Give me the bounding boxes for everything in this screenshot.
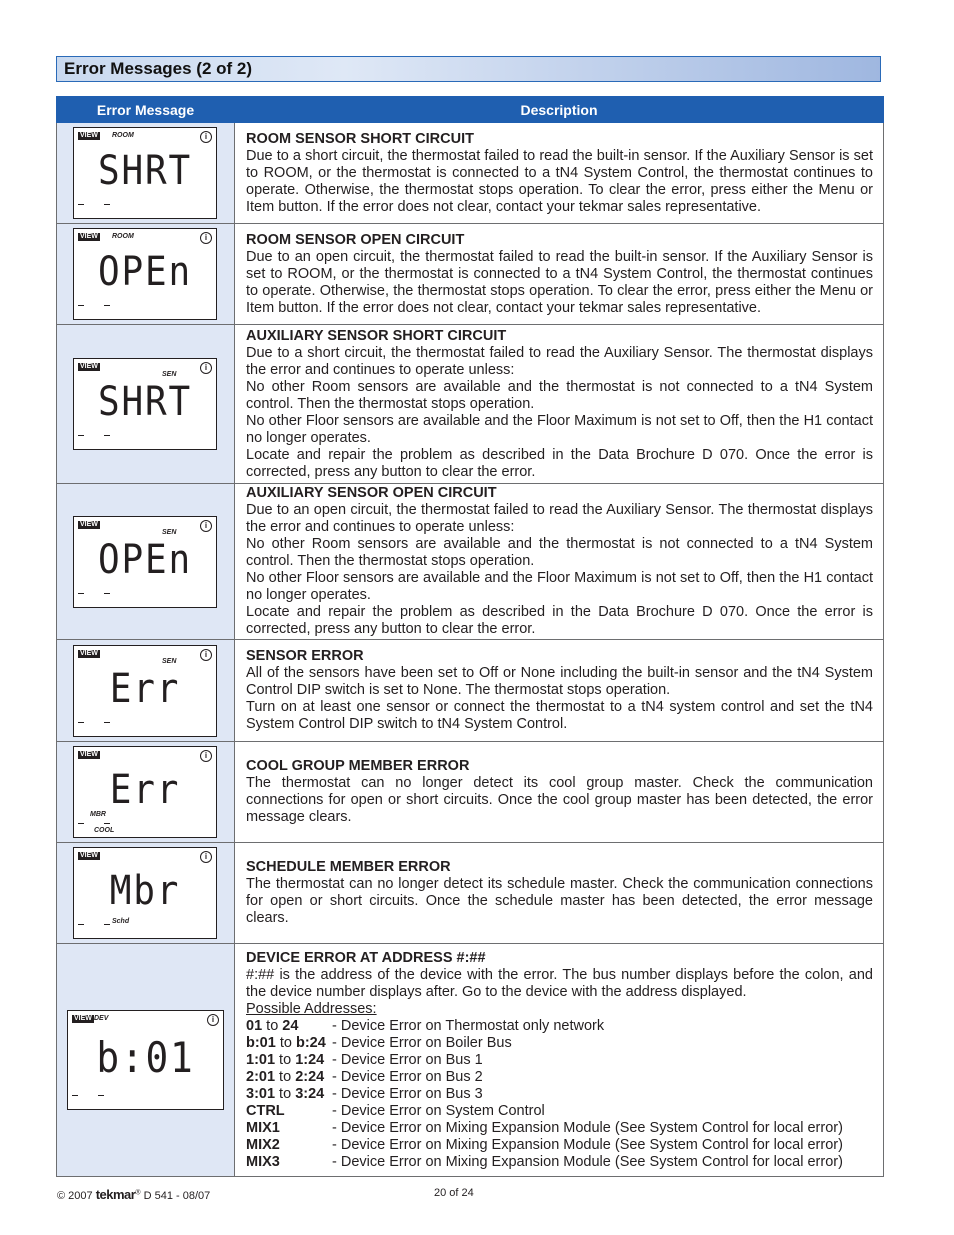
lcd-code: Mbr	[109, 868, 181, 914]
address-row	[246, 1103, 873, 1120]
lcd-segment	[104, 593, 110, 594]
error-messages-table	[56, 96, 884, 1177]
lcd-segment	[104, 435, 110, 436]
lcd-indicator-secondary: COOL	[94, 827, 115, 834]
info-icon: i	[200, 649, 212, 661]
address-to: to	[275, 1034, 296, 1051]
address-row	[246, 1086, 873, 1103]
lcd-code: SHRT	[98, 379, 192, 425]
info-icon: i	[200, 131, 212, 143]
address-end: 24	[282, 1017, 299, 1034]
lcd-segment	[104, 722, 110, 723]
error-title: AUXILIARY SENSOR OPEN CIRCUIT	[246, 485, 497, 501]
lcd-cell	[57, 843, 235, 944]
lcd-segment	[104, 305, 110, 306]
lcd-indicator: SEN	[162, 528, 177, 536]
description-cell	[235, 843, 884, 944]
address-description: - Device Error on Thermostat only network	[332, 1017, 605, 1034]
address-description: - Device Error on System Control	[332, 1102, 545, 1119]
description-cell	[235, 484, 884, 640]
address-description: - Device Error on Mixing Expansion Module (See System Control for local error)	[332, 1136, 843, 1153]
description-text: Due to an open circuit, the thermostat failed to read the Auxiliary Sensor. The thermostat displays the error and continues to operate unless:	[246, 502, 873, 535]
address-description: - Device Error on Boiler Bus	[332, 1034, 512, 1051]
description-text: No other Room sensors are available and the thermostat is not connected to a tN4 System control. Then the thermostat stops operation.	[246, 536, 873, 569]
description-text: Due to an open circuit, the thermostat failed to read the built-in sensor. If the Auxiliary Sensor is set to ROOM, or the thermostat is connected to a tN4 System Control, the thermostat continues to operate. Otherwise, the thermostat stops operation. To clear the error, press either the Menu or Item button. If the error does not clear, contact your tekmar sales representative.	[246, 248, 873, 316]
view-indicator: VIEW	[80, 751, 98, 758]
address-start: 2:01	[246, 1068, 276, 1085]
address-end: 3:24	[295, 1085, 325, 1102]
info-icon: i	[200, 232, 212, 244]
lcd-segment	[78, 593, 84, 594]
info-icon: i	[207, 1014, 219, 1026]
error-title: SENSOR ERROR	[246, 648, 364, 664]
lcd-indicator: DEV	[94, 1015, 109, 1022]
lcd-indicator: ROOM	[112, 132, 134, 139]
info-icon: i	[200, 520, 212, 532]
lcd-cell	[57, 640, 235, 742]
address-range	[246, 1120, 332, 1137]
view-indicator: VIEW	[80, 132, 98, 139]
info-icon: i	[200, 851, 212, 863]
lcd-display	[73, 847, 217, 939]
lcd-code: Err	[109, 767, 181, 813]
address-description: - Device Error on Bus 1	[332, 1051, 483, 1068]
address-row	[246, 1018, 873, 1035]
address-start: MIX3	[246, 1153, 280, 1170]
possible-addresses-label: Possible Addresses:	[246, 1000, 377, 1017]
lcd-display	[73, 746, 217, 838]
view-indicator: VIEW	[80, 233, 98, 240]
lcd-segment	[72, 1095, 78, 1096]
table-row	[57, 944, 884, 1177]
lcd-segment	[78, 722, 84, 723]
lcd-display	[73, 127, 217, 219]
address-range	[246, 1052, 332, 1069]
lcd-cell	[57, 484, 235, 640]
address-end: b:24	[295, 1034, 326, 1051]
description-text: Locate and repair the problem as described in the Data Brochure D 070. Once the error is corrected, press any button to clear the error.	[246, 446, 873, 480]
description-cell	[235, 123, 884, 224]
lcd-display	[67, 1010, 224, 1110]
lcd-display	[73, 358, 217, 450]
lcd-indicator: SEN	[162, 657, 177, 665]
lcd-cell	[57, 742, 235, 843]
address-start: 3:01	[246, 1085, 276, 1102]
error-title: AUXILIARY SENSOR SHORT CIRCUIT	[246, 327, 507, 344]
description-text: Locate and repair the problem as described in the Data Brochure D 070. Once the error is corrected, press any button to clear the error.	[246, 604, 873, 637]
table-row	[57, 123, 884, 224]
description-text: No other Room sensors are available and the thermostat is not connected to a tN4 System control. Then the thermostat stops operation.	[246, 378, 873, 412]
address-end: 2:24	[295, 1068, 325, 1085]
address-range	[246, 1018, 332, 1035]
lcd-display	[73, 645, 217, 737]
lcd-segment	[78, 305, 84, 306]
lcd-indicator: SEN	[162, 371, 177, 378]
address-to: to	[275, 1051, 296, 1068]
address-start: b:01	[246, 1034, 276, 1051]
description-text: The thermostat can no longer detect its schedule master. Check the communication connections for open or short circuits. Once the schedule master has been detected, the error message clears.	[246, 876, 873, 926]
table-row	[57, 484, 884, 640]
lcd-segment	[78, 823, 84, 824]
view-indicator: VIEW	[80, 649, 98, 657]
lcd-cell	[57, 944, 235, 1177]
description-cell	[235, 640, 884, 742]
lcd-code: Err	[109, 665, 181, 712]
address-row	[246, 1154, 873, 1171]
address-start: 1:01	[246, 1051, 276, 1068]
address-range	[246, 1069, 332, 1086]
address-start: 01	[246, 1017, 263, 1034]
view-indicator: VIEW	[74, 1015, 92, 1022]
page-number: 20 of 24	[434, 1187, 474, 1199]
description-cell	[235, 224, 884, 325]
registered-mark: ®	[135, 1189, 141, 1197]
brand-logo: tekmar	[95, 1187, 136, 1202]
address-to: to	[262, 1017, 283, 1034]
lcd-display	[73, 516, 217, 608]
footer-left	[57, 1187, 210, 1202]
address-range	[246, 1154, 332, 1171]
error-title: DEVICE ERROR AT ADDRESS #:##	[246, 949, 486, 966]
lcd-code: SHRT	[98, 148, 192, 194]
address-row	[246, 1035, 873, 1052]
error-title: ROOM SENSOR SHORT CIRCUIT	[246, 130, 474, 147]
info-icon: i	[200, 750, 212, 762]
description-text: No other Floor sensors are available and the Floor Maximum is not set to Off, then the H1 contact no longer operates.	[246, 570, 873, 603]
address-description: - Device Error on Bus 3	[332, 1085, 483, 1102]
lcd-cell	[57, 224, 235, 325]
description-cell	[235, 742, 884, 843]
description-text: Due to a short circuit, the thermostat failed to read the Auxiliary Sensor. The thermostat displays the error and continues to operate unless:	[246, 344, 873, 378]
error-title: SCHEDULE MEMBER ERROR	[246, 859, 451, 875]
address-range	[246, 1035, 332, 1052]
lcd-code: b:01	[96, 1033, 195, 1082]
lcd-cell	[57, 325, 235, 484]
error-title: ROOM SENSOR OPEN CIRCUIT	[246, 231, 465, 248]
table-row	[57, 742, 884, 843]
address-row	[246, 1120, 873, 1137]
address-range	[246, 1103, 332, 1120]
description-text: The thermostat can no longer detect its cool group master. Check the communication connections for open or short circuits. Once the cool group master has been detected, the error message clears.	[246, 775, 873, 825]
description-text: Due to a short circuit, the thermostat failed to read the built-in sensor. If the Auxiliary Sensor is set to ROOM, or the thermostat is connected to a tN4 System Control, the thermostat continues to operate. Otherwise, the thermostat stops operation. To clear the error, press either the Menu or Item button. If the error does not clear, contact your tekmar sales representative.	[246, 147, 873, 215]
address-to: to	[275, 1085, 296, 1102]
address-row	[246, 1069, 873, 1086]
address-range	[246, 1137, 332, 1154]
lcd-segment	[78, 204, 84, 205]
lcd-code: OPEn	[98, 249, 192, 295]
address-to: to	[275, 1068, 296, 1085]
view-indicator: VIEW	[80, 520, 98, 528]
address-description: - Device Error on Mixing Expansion Module (See System Control for local error)	[332, 1119, 843, 1136]
document-number: D 541 - 08/07	[143, 1190, 211, 1202]
lcd-segment	[98, 1095, 104, 1096]
lcd-segment	[104, 823, 110, 824]
section-title: Error Messages (2 of 2)	[56, 56, 881, 82]
description-cell	[235, 944, 884, 1177]
view-indicator: VIEW	[80, 852, 98, 859]
description-text: Turn on at least one sensor or connect the thermostat to a tN4 system control and set the tN4 System Control DIP switch to tN4 System Control.	[246, 699, 873, 732]
copyright: © 2007	[57, 1190, 93, 1202]
description-text: All of the sensors have been set to Off or None including the built-in sensor and the tN4 System Control DIP switch is set to None. The thermostat stops operation.	[246, 665, 873, 698]
info-icon: i	[200, 362, 212, 374]
description-text: #:## is the address of the device with the error. The bus number displays before the colon, and the device number displays after. Go to the device with the address displayed.	[246, 966, 873, 1000]
table-row	[57, 224, 884, 325]
column-header-error-message: Error Message	[57, 97, 235, 123]
lcd-code: OPEn	[98, 536, 192, 583]
lcd-segment	[78, 435, 84, 436]
lcd-cell	[57, 123, 235, 224]
lcd-display	[73, 228, 217, 320]
lcd-indicator: MBR	[90, 811, 106, 818]
lcd-segment	[78, 924, 84, 925]
error-title: COOL GROUP MEMBER ERROR	[246, 758, 470, 774]
description-cell	[235, 325, 884, 484]
view-indicator: VIEW	[80, 363, 98, 370]
lcd-segment	[104, 204, 110, 205]
address-start: MIX2	[246, 1136, 280, 1153]
table-row	[57, 640, 884, 742]
lcd-indicator: ROOM	[112, 233, 134, 240]
address-description: - Device Error on Bus 2	[332, 1068, 483, 1085]
lcd-indicator: Schd	[112, 918, 130, 925]
address-row	[246, 1137, 873, 1154]
table-row	[57, 843, 884, 944]
address-end: 1:24	[295, 1051, 325, 1068]
address-start: CTRL	[246, 1102, 285, 1119]
address-range	[246, 1086, 332, 1103]
table-row	[57, 325, 884, 484]
table-header-row	[57, 97, 884, 123]
description-text: No other Floor sensors are available and the Floor Maximum is not set to Off, then the H1 contact no longer operates.	[246, 412, 873, 446]
address-row	[246, 1052, 873, 1069]
address-list	[246, 1018, 873, 1171]
address-description: - Device Error on Mixing Expansion Module (See System Control for local error)	[332, 1153, 843, 1170]
address-start: MIX1	[246, 1119, 280, 1136]
column-header-description: Description	[235, 97, 884, 123]
lcd-segment	[104, 924, 110, 925]
